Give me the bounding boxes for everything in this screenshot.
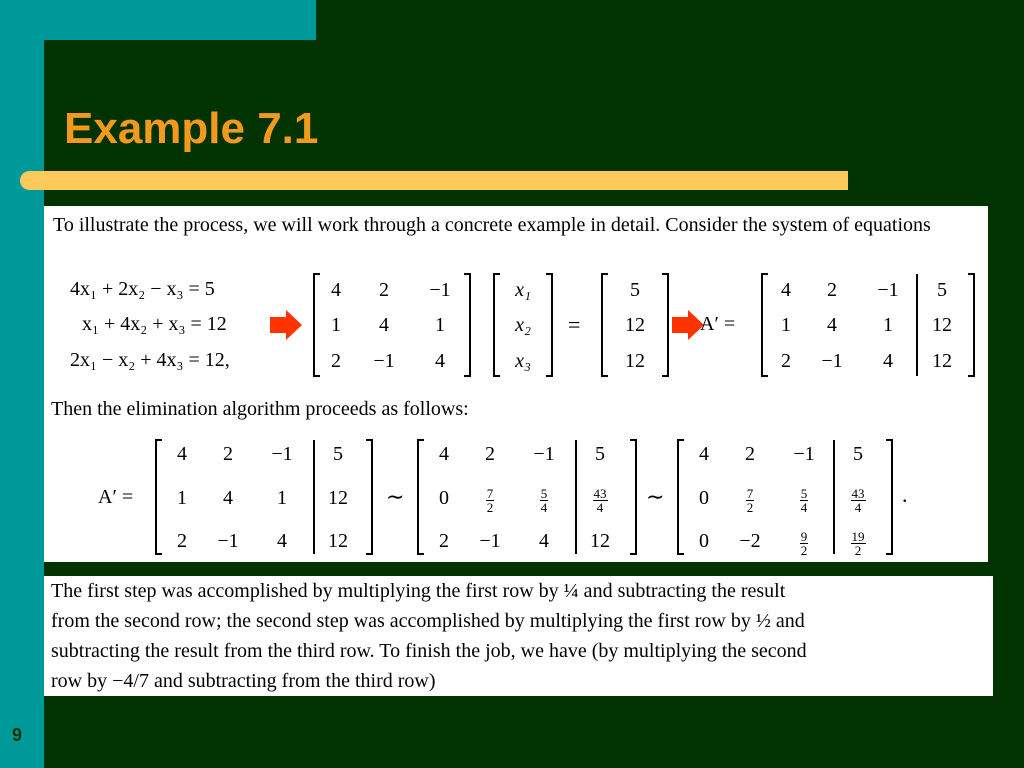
step2-cell-r1-c3: −1 [793,443,815,465]
vector-x-3: x₃ [515,350,531,372]
matrix_A-cell-r2-c3: 1 [435,314,445,336]
step2-cell-r3-c3: $\frac{9}{2}$ [800,529,808,558]
step0-cell-r2-c4: 12 [328,487,348,509]
aug_matrix-cell-r2-c1: 1 [781,314,791,336]
aug_matrix-cell-r2-c2: 4 [827,314,837,336]
step2-cell-r2-c4: $\frac{43}{4}$ [851,486,865,515]
step2-cell-r3-c1: 0 [699,530,709,552]
aug_matrix-cell-r1-c2: 2 [827,279,837,301]
step2-cell-r1-c4: 5 [853,443,863,465]
step1-cell-r1-c2: 2 [485,443,495,465]
then-text: Then the elimination algorithm proceeds as follows: [51,398,469,420]
step0-cell-r2-c1: 1 [177,487,187,509]
step2-cell-r1-c2: 2 [745,443,755,465]
corner-curve [44,40,84,80]
step1-cell-r2-c2: $\frac{7}{2}$ [486,486,494,515]
step2-cell-r2-c2: $\frac{7}{2}$ [746,486,754,515]
explanation-line-3: subtracting the result from the third row. To finish the job, we have (by multiplying the second [51,640,807,662]
step0-cell-r1-c3: −1 [271,443,293,465]
aug_matrix-cell-r1-c4: 5 [937,279,947,301]
step1-cell-r1-c3: −1 [533,443,555,465]
step2-cell-r2-c1: 0 [699,487,709,509]
vector-b-3: 12 [625,350,645,372]
explanation-line-4: row by −4/7 and subtracting from the third row) [51,670,436,692]
page-number: 9 [12,725,23,745]
step1-cell-r3-c2: −1 [479,530,501,552]
equals-sign: = [568,312,581,337]
matrix_A-cell-r1-c3: −1 [429,279,451,301]
top-accent-bar [0,0,316,40]
step1-cell-r2-c3: $\frac{5}{4}$ [540,486,548,515]
aug_matrix-cell-r2-c3: 1 [883,314,893,336]
slide-title: Example 7.1 [64,104,319,153]
augmented-label: A′ = [700,313,736,335]
step1-cell-r3-c3: 4 [539,530,549,552]
step0-cell-r1-c1: 4 [177,443,187,465]
example-panel [44,206,988,562]
explanation-panel [44,576,993,696]
aug_matrix-cell-r3-c1: 2 [781,350,791,372]
tilde-2: ∼ [646,484,665,509]
title-underline [20,171,848,190]
step1-cell-r1-c1: 4 [439,443,449,465]
step0-cell-r3-c2: −1 [217,530,239,552]
step0-cell-r2-c2: 4 [223,487,233,509]
step2-cell-r3-c2: −2 [739,530,761,552]
step0-cell-r1-c2: 2 [223,443,233,465]
step0-cell-r3-c1: 2 [177,530,187,552]
matrix_A-cell-r3-c2: −1 [373,350,395,372]
final-period: . [902,482,908,507]
matrix_A-cell-r2-c2: 4 [379,314,389,336]
left-accent-bar [0,0,44,768]
step1-cell-r1-c4: 5 [595,443,605,465]
step0-cell-r3-c3: 4 [277,530,287,552]
step2-cell-r1-c1: 4 [699,443,709,465]
matrix_A-cell-r1-c2: 2 [379,279,389,301]
tilde-1: ∼ [386,484,405,509]
right-arrow-icon [270,310,302,340]
equation-2: x₁ + 4x₂ + x₃ = 12 [82,313,227,335]
matrix_A-cell-r3-c1: 2 [331,350,341,372]
aug_matrix-cell-r3-c2: −1 [821,350,843,372]
equation-3: 2x₁ − x₂ + 4x₃ = 12, [70,349,230,371]
step1-cell-r3-c4: 12 [590,530,610,552]
step-label: A′ = [98,486,134,508]
explanation-line-2: from the second row; the second step was accomplished by multiplying the first row by ½ and [51,610,805,632]
aug_matrix-cell-r3-c3: 4 [883,350,893,372]
step1-cell-r2-c4: $\frac{43}{4}$ [593,486,607,515]
aug_matrix-cell-r1-c1: 4 [781,279,791,301]
aug_matrix-cell-r1-c3: −1 [877,279,899,301]
vector-b-1: 5 [630,279,640,301]
step1-cell-r3-c1: 2 [439,530,449,552]
step0-cell-r3-c4: 12 [328,530,348,552]
step0-cell-r2-c3: 1 [277,487,287,509]
aug_matrix-cell-r3-c4: 12 [932,350,952,372]
matrix_A-cell-r3-c3: 4 [435,350,445,372]
vector-b-2: 12 [625,314,645,336]
step0-cell-r1-c4: 5 [333,443,343,465]
aug_matrix-cell-r2-c4: 12 [932,314,952,336]
matrix_A-cell-r1-c1: 4 [331,279,341,301]
explanation-line-1: The first step was accomplished by multiplying the first row by ¼ and subtracting the result [51,580,786,602]
step2-cell-r2-c3: $\frac{5}{4}$ [800,486,808,515]
step2-cell-r3-c4: $\frac{19}{2}$ [851,529,865,558]
vector-x-2: x₂ [515,314,531,336]
intro-text: To illustrate the process, we will work through a concrete example in detail. Consider the system of equations [53,214,931,236]
equation-1: 4x₁ + 2x₂ − x₃ = 5 [70,278,215,300]
vector-x-1: x₁ [515,279,531,301]
matrix_A-cell-r2-c1: 1 [331,314,341,336]
step1-cell-r2-c1: 0 [439,487,449,509]
